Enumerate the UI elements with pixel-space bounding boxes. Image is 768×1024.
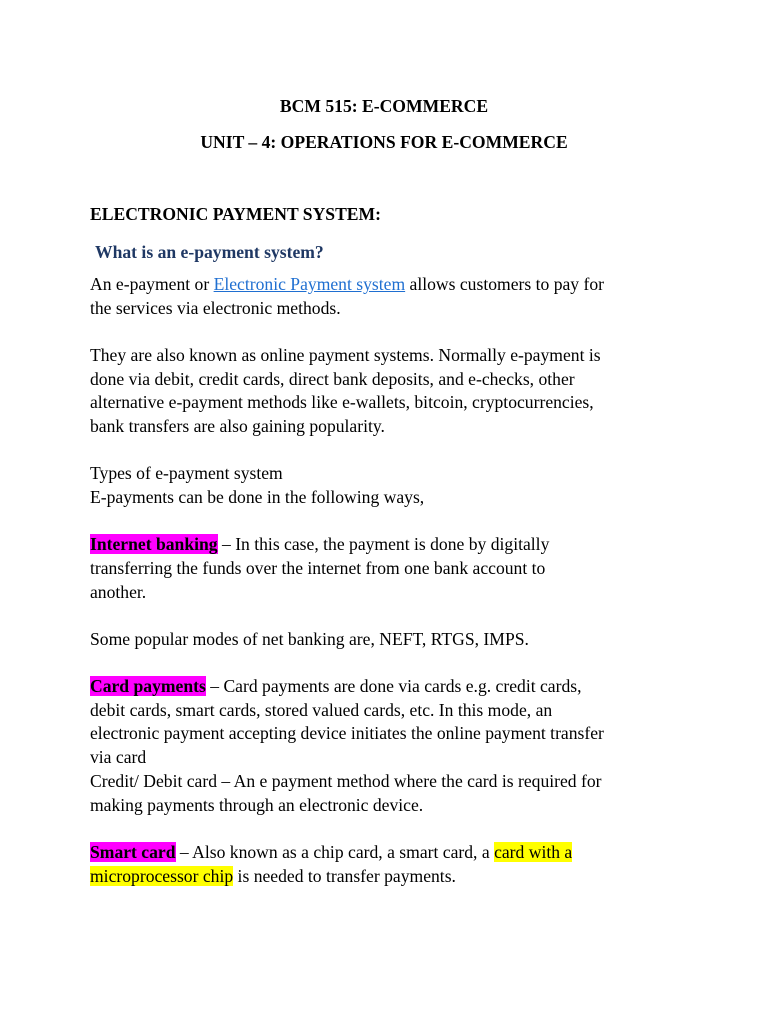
unit-title: UNIT – 4: OPERATIONS FOR E-COMMERCE [200,132,568,152]
text-span: allows customers to pay for [405,274,605,294]
paragraph-line: bank transfers are also gaining popularity. [90,416,385,436]
electronic-payment-link[interactable]: Electronic Payment system [213,274,406,294]
paragraph-line: Types of e-payment system [90,463,283,483]
paragraph-line: the services via electronic methods. [90,298,341,318]
paragraph-line: done via debit, credit cards, direct bank deposits, and e-checks, other [90,369,575,389]
text-span: – Also known as a chip card, a smart card, a [175,842,495,862]
question-heading: What is an e-payment system? [95,242,324,262]
paragraph-line: transferring the funds over the internet from one bank account to [90,558,546,578]
smart-card-term: Smart card [90,842,176,862]
course-title: BCM 515: E-COMMERCE [279,96,489,116]
paragraph-line: E-payments can be done in the following ways, [90,487,425,507]
paragraph-line: via card [90,747,147,767]
highlighted-phrase: card with a [494,842,573,862]
paragraph-line [90,674,582,698]
text-span: – In this case, the payment is done by digitally [217,534,550,554]
section-heading: ELECTRONIC PAYMENT SYSTEM: [90,204,382,224]
paragraph-line: another. [90,582,147,602]
text-span: is needed to transfer payments. [233,866,456,886]
paragraph-line [90,532,549,556]
internet-banking-term: Internet banking [90,534,218,554]
paragraph-line [90,840,572,864]
paragraph-line [90,864,456,888]
highlighted-phrase: microprocessor chip [90,866,234,886]
paragraph-line: They are also known as online payment systems. Normally e-payment is [90,345,601,365]
paragraph-line: making payments through an electronic device. [90,795,424,815]
paragraph-line [90,272,604,296]
paragraph-line: debit cards, smart cards, stored valued cards, etc. In this mode, an [90,700,553,720]
paragraph-line: Some popular modes of net banking are, NEFT, RTGS, IMPS. [90,629,529,649]
text-span: An e-payment or [90,274,214,294]
paragraph-line: electronic payment accepting device initiates the online payment transfer [90,723,604,743]
card-payments-term: Card payments [90,676,206,696]
paragraph-line: Credit/ Debit card – An e payment method where the card is required for [90,771,602,791]
paragraph-line: alternative e-payment methods like e-wallets, bitcoin, cryptocurrencies, [90,392,594,412]
text-span: – Card payments are done via cards e.g. credit cards, [205,676,582,696]
